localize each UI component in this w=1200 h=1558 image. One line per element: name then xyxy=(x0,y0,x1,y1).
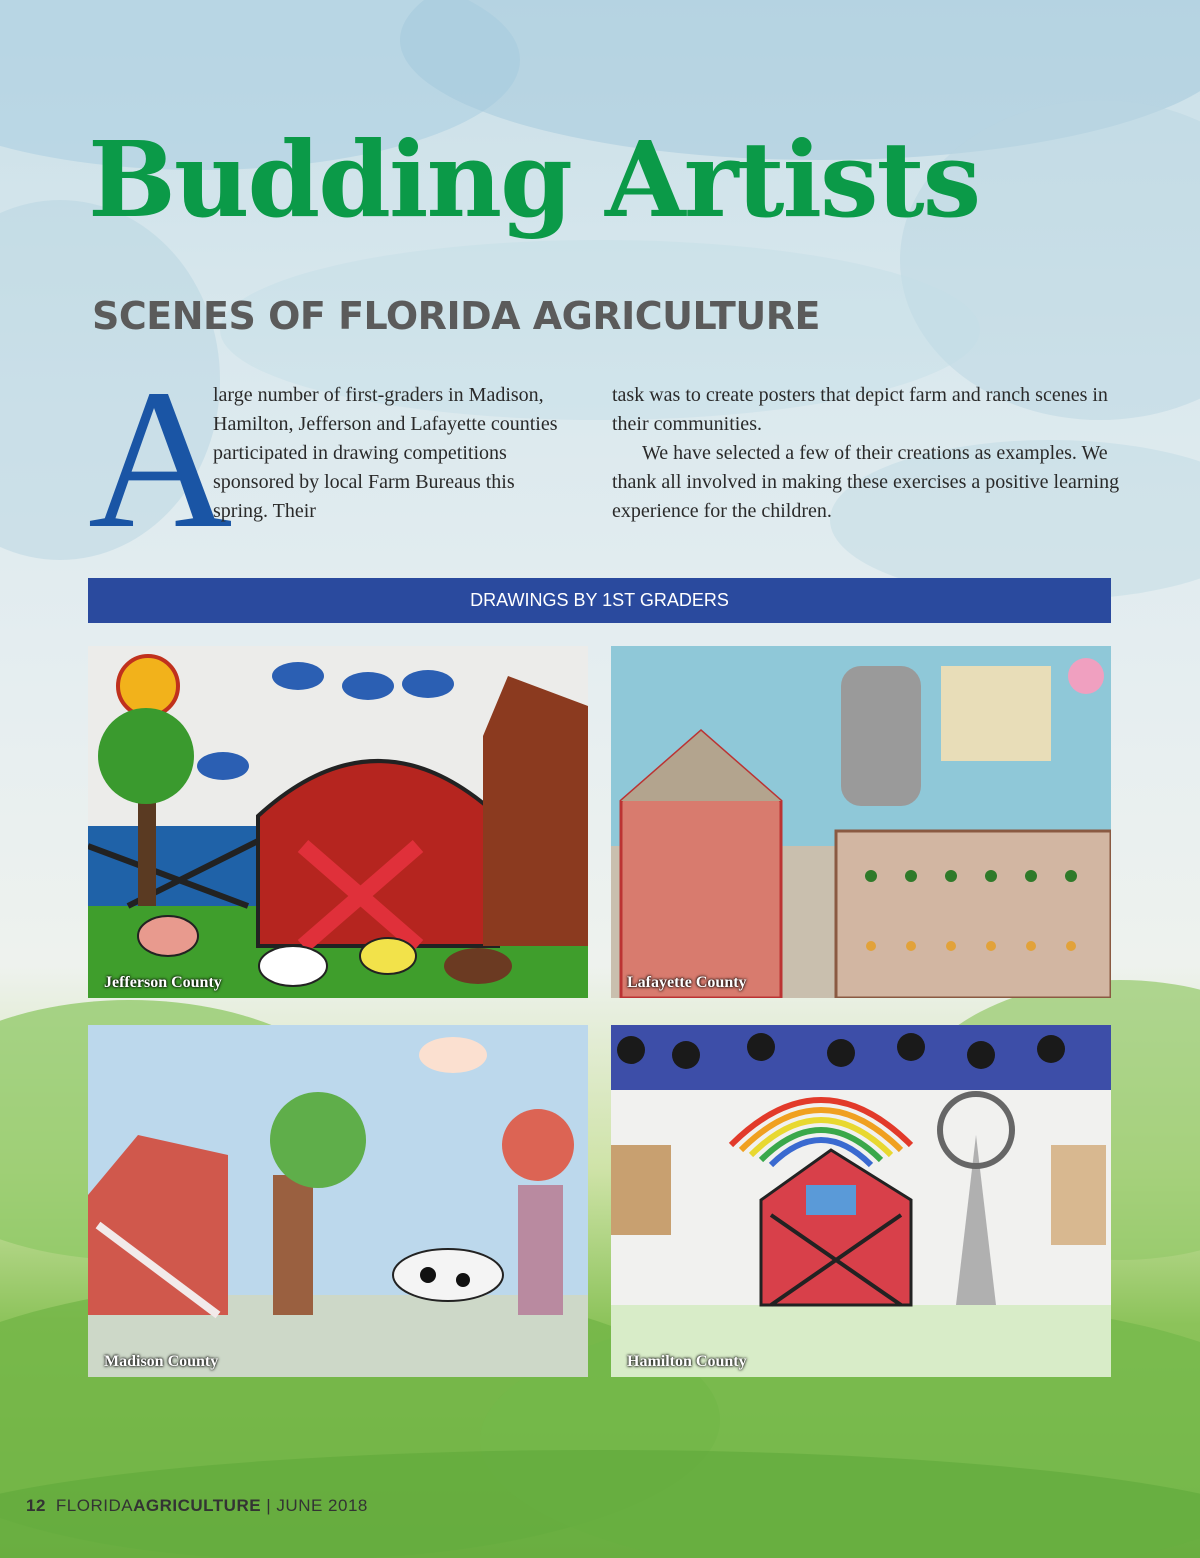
drawing-jefferson-county xyxy=(88,646,588,998)
magazine-name xyxy=(56,1496,261,1515)
issue-date: | JUNE 2018 xyxy=(261,1496,368,1515)
section-banner: DRAWINGS BY 1ST GRADERS xyxy=(88,578,1111,623)
drawing-madison-art xyxy=(88,1025,588,1377)
intro-paragraph-1: task was to create posters that depict farm and ranch scenes in their communities. xyxy=(612,384,1108,435)
drawing-madison-county xyxy=(88,1025,588,1377)
page-subtitle xyxy=(92,294,820,338)
magazine-name-light: FLORIDA xyxy=(55,1496,134,1515)
caption-hamilton-county: Hamilton County xyxy=(627,1353,747,1370)
drop-cap: A xyxy=(88,349,233,570)
drawing-hamilton-county xyxy=(611,1025,1111,1377)
magazine-name-bold: AGRICULTURE xyxy=(133,1496,262,1515)
drawing-jefferson-art xyxy=(88,646,588,998)
drawing-lafayette-art xyxy=(611,646,1111,998)
caption-jefferson-county: Jefferson County xyxy=(104,974,222,991)
intro-paragraph-2: We have selected a few of their creations as examples. We thank all involved in making these exercises a positive learning experience for the children. xyxy=(612,442,1120,522)
drawing-hamilton-art xyxy=(611,1025,1111,1377)
subtitle-bold: SCENES xyxy=(92,294,256,338)
caption-lafayette-county: Lafayette County xyxy=(627,974,747,991)
intro-column-2 xyxy=(612,381,1132,526)
page-title: Budding Artists xyxy=(88,118,980,241)
page-number: 12 xyxy=(26,1496,46,1515)
caption-madison-county: Madison County xyxy=(104,1353,219,1370)
intro-column-1: large number of first-graders in Madison, Hamilton, Jefferson and Lafayette counties participated in drawing competitions sponsored by local Farm Bureaus this spring. Their xyxy=(213,384,558,522)
page-footer xyxy=(26,1496,368,1516)
drawing-lafayette-county xyxy=(611,646,1111,998)
subtitle-rest: OF FLORIDA AGRICULTURE xyxy=(255,294,820,338)
